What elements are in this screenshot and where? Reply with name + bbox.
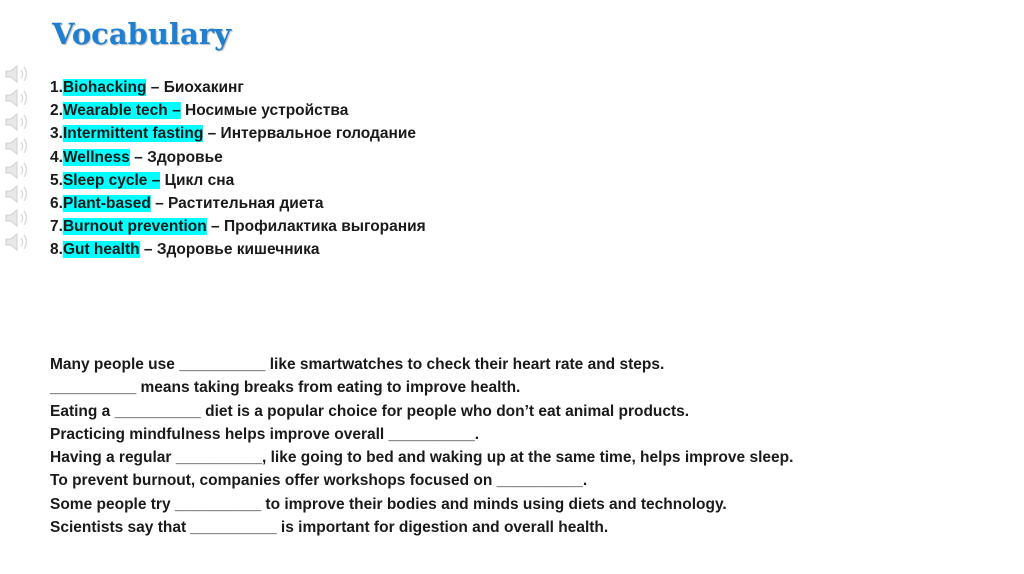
page-title: Vocabulary bbox=[52, 17, 231, 51]
vocab-separator: – bbox=[129, 148, 143, 166]
exercise-sentence: Eating a __________ diet is a popular choice for people who don’t eat animal products. bbox=[50, 402, 690, 420]
vocab-number: 4. bbox=[50, 148, 63, 166]
speaker-icon[interactable] bbox=[2, 158, 36, 182]
vocab-translation: Биохакинг bbox=[159, 79, 244, 96]
vocab-separator: – bbox=[203, 125, 217, 143]
vocab-term: Plant-based bbox=[62, 195, 151, 213]
speaker-icon[interactable] bbox=[2, 206, 36, 230]
exercise-sentence: Some people try __________ to improve their bodies and minds using diets and technology. bbox=[50, 495, 727, 513]
vocab-term: Wearable tech bbox=[62, 102, 168, 120]
vocab-separator: – bbox=[147, 171, 161, 189]
vocab-number: 7. bbox=[50, 218, 63, 236]
exercise-sentence: To prevent burnout, companies offer workshops focused on __________. bbox=[50, 472, 588, 490]
vocab-number: 3. bbox=[50, 125, 63, 143]
vocab-number: 2. bbox=[50, 102, 63, 120]
exercise-sentence: Scientists say that __________ is important for digestion and overall health. bbox=[50, 519, 609, 537]
vocab-translation: Цикл сна bbox=[160, 171, 235, 189]
vocab-separator: – bbox=[150, 195, 164, 213]
speaker-icon[interactable] bbox=[2, 182, 36, 206]
speaker-icon[interactable] bbox=[2, 62, 36, 86]
speaker-icon[interactable] bbox=[2, 110, 36, 134]
vocab-item bbox=[50, 169, 426, 192]
vocab-separator: – bbox=[206, 218, 220, 236]
vocab-number: 5. bbox=[50, 171, 63, 189]
vocab-item bbox=[50, 122, 426, 145]
vocab-item bbox=[50, 99, 426, 122]
speaker-icon[interactable] bbox=[2, 134, 36, 158]
vocabulary-list bbox=[50, 76, 426, 262]
vocab-number: 6. bbox=[50, 195, 63, 213]
vocab-item bbox=[50, 215, 426, 238]
speaker-icon[interactable] bbox=[2, 86, 36, 110]
audio-icons-strip bbox=[0, 62, 40, 272]
vocab-translation: Интервальное голодание bbox=[216, 125, 417, 143]
exercise-sentence: Practicing mindfulness helps improve overall __________. bbox=[50, 425, 480, 443]
vocab-translation: Здоровье кишечника bbox=[152, 241, 320, 259]
vocab-term: Wellness bbox=[62, 148, 130, 166]
vocab-term: Sleep cycle bbox=[62, 171, 148, 189]
vocab-number: 1. bbox=[50, 79, 63, 96]
exercise-sentence: __________ means taking breaks from eating to improve health. bbox=[50, 379, 521, 397]
vocab-translation: Растительная диета bbox=[163, 195, 324, 213]
vocab-term: Burnout prevention bbox=[62, 218, 207, 236]
vocab-item bbox=[50, 192, 426, 215]
vocab-item bbox=[50, 76, 426, 99]
vocab-item bbox=[50, 146, 426, 169]
exercise-sentence: Many people use __________ like smartwatches to check their heart rate and steps. bbox=[50, 356, 665, 373]
vocab-item bbox=[50, 238, 426, 261]
vocab-translation: Профилактика выгорания bbox=[219, 218, 426, 236]
speaker-icon[interactable] bbox=[2, 230, 36, 254]
vocab-translation: Носимые устройства bbox=[180, 102, 349, 120]
vocab-term: Gut health bbox=[62, 241, 140, 259]
vocab-number: 8. bbox=[50, 241, 63, 259]
vocab-translation: Здоровье bbox=[142, 148, 223, 166]
fill-in-the-blank-exercise bbox=[50, 353, 793, 539]
vocab-term: Biohacking bbox=[62, 79, 147, 96]
vocab-separator: – bbox=[146, 79, 160, 96]
vocab-term: Intermittent fasting bbox=[62, 125, 204, 143]
exercise-sentence: Having a regular __________, like going to bed and waking up at the same time, helps improve sleep. bbox=[50, 449, 794, 467]
vocab-separator: – bbox=[139, 241, 153, 259]
vocab-separator: – bbox=[167, 102, 181, 120]
